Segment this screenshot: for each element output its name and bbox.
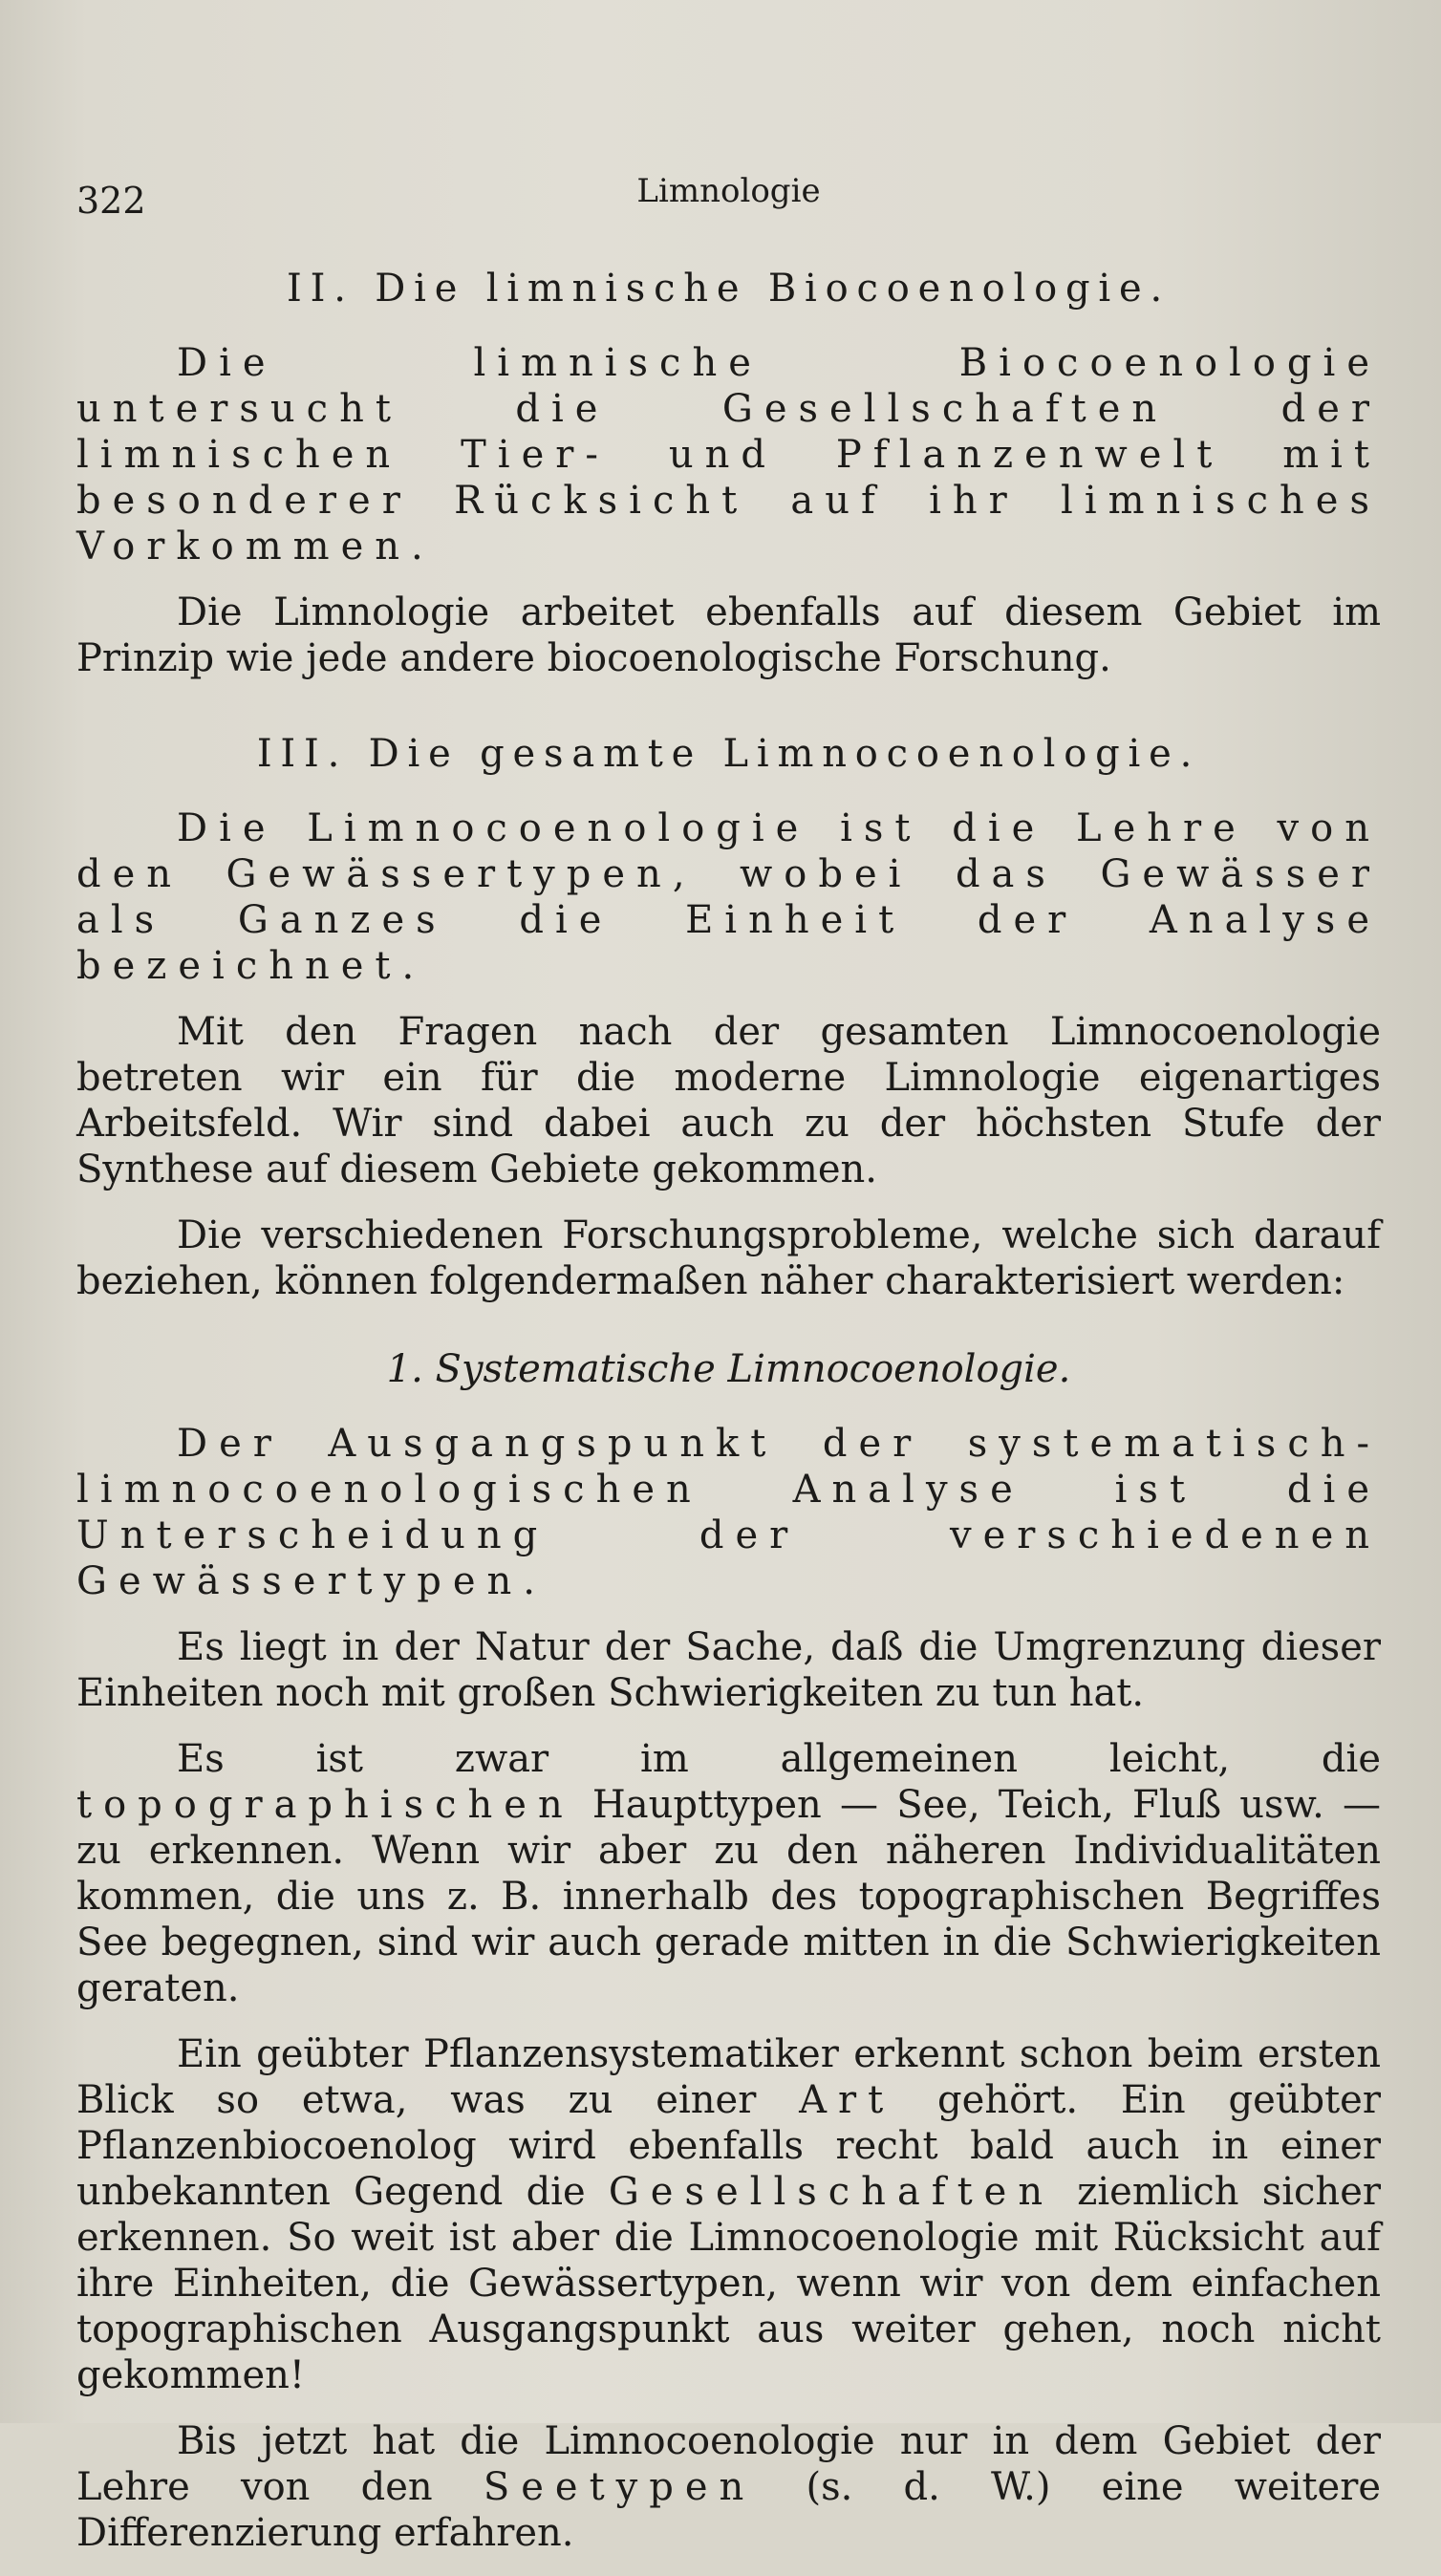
section-heading-ii: II. Die limnische Biocoenologie. [287,267,1171,311]
body-paragraph: Die Limnologie arbeitet ebenfalls auf diesem Gebiet im Prinzip wie jede andere biocoenologische Forschung. [76,590,1381,680]
page-number: 322 [76,180,146,222]
text-run: (s. d. W.) eine weitere Differenzierung erfahren. [76,2465,1381,2555]
definition-paragraph: Die limnische Biocoenologie untersucht die Gesellschaften der limnischen Tier- und Pflanzenwelt mit besonderer Rücksicht auf ihr limnisches Vorkommen. [76,341,1381,569]
body-paragraph: Mit den Fragen nach der gesamten Limnocoenologie betreten wir ein für die moderne Limnologie eigenartiges Arbeitsfeld. Wir sind dabei auch zu der höchsten Stufe der Synthese auf diesem Gebiete gekommen. [76,1010,1381,1191]
emphasized-text: Seetypen [483,2465,756,2509]
running-title: Limnologie [636,172,821,210]
text-run: Bis jetzt hat die Limnocoenologie nur in dem Gebiet der Lehre von den [76,2419,1381,2509]
body-paragraph [76,2031,1381,2398]
body-paragraph [76,1736,1381,2011]
body-paragraph: Es liegt in der Natur der Sache, daß die Umgrenzung dieser Einheiten noch mit großen Schwierigkeiten zu tun hat. [76,1625,1381,1715]
body-paragraph: Die verschiedenen Forschungsprobleme, welche sich darauf beziehen, können folgendermaßen näher charakterisiert werden: [76,1213,1381,1303]
emphasized-text: Art [799,2078,895,2122]
body-paragraph [76,2418,1381,2556]
text-run: ziemlich sicher erkennen. So weit ist aber die Limnocoenologie mit Rücksicht auf ihre Einheiten, die Gewässertypen, wenn wir von dem einfachen topographischen Ausgangspunkt aus weiter gehen, noch nicht gekommen! [76,2170,1381,2397]
definition-paragraph: Der Ausgangspunkt der systematisch-limnocoenologischen Analyse ist die Unterscheidung der verschiedenen Gewässertypen. [76,1422,1381,1603]
section-heading-iii: III. Die gesamte Limnocoenologie. [256,732,1201,776]
text-run: Haupttypen — See, Teich, Fluß usw. — zu erkennen. Wenn wir aber zu den näheren Individualitäten kommen, die uns z. B. innerhalb des topographischen Begriffes See begegnen, sind wir auch gerade mitten in die Schwierigkeiten geraten. [76,1783,1381,2010]
body-text [76,256,1381,2576]
emphasized-text: Gesellschaften [608,2170,1055,2214]
emphasized-text: topographischen [76,1783,574,1827]
text-run: Es ist zwar im allgemeinen leicht, die [177,1737,1381,1781]
definition-paragraph: Die Limnocoenologie ist die Lehre von den Gewässertypen, wobei das Gewässer als Ganzes die Einheit der Analyse bezeichnet. [76,806,1381,988]
text-run: gehört. Ein geübter Pflanzenbiocoenolog wird ebenfalls recht bald auch in einer unbekannten Gegend die [76,2078,1381,2214]
subsection-heading: 1. Systematische Limnocoenologie. [386,1347,1071,1391]
page-header [76,172,1381,229]
text-run: Ein geübter Pflanzensystematiker erkennt schon beim ersten Blick so etwa, was zu einer [76,2032,1381,2122]
